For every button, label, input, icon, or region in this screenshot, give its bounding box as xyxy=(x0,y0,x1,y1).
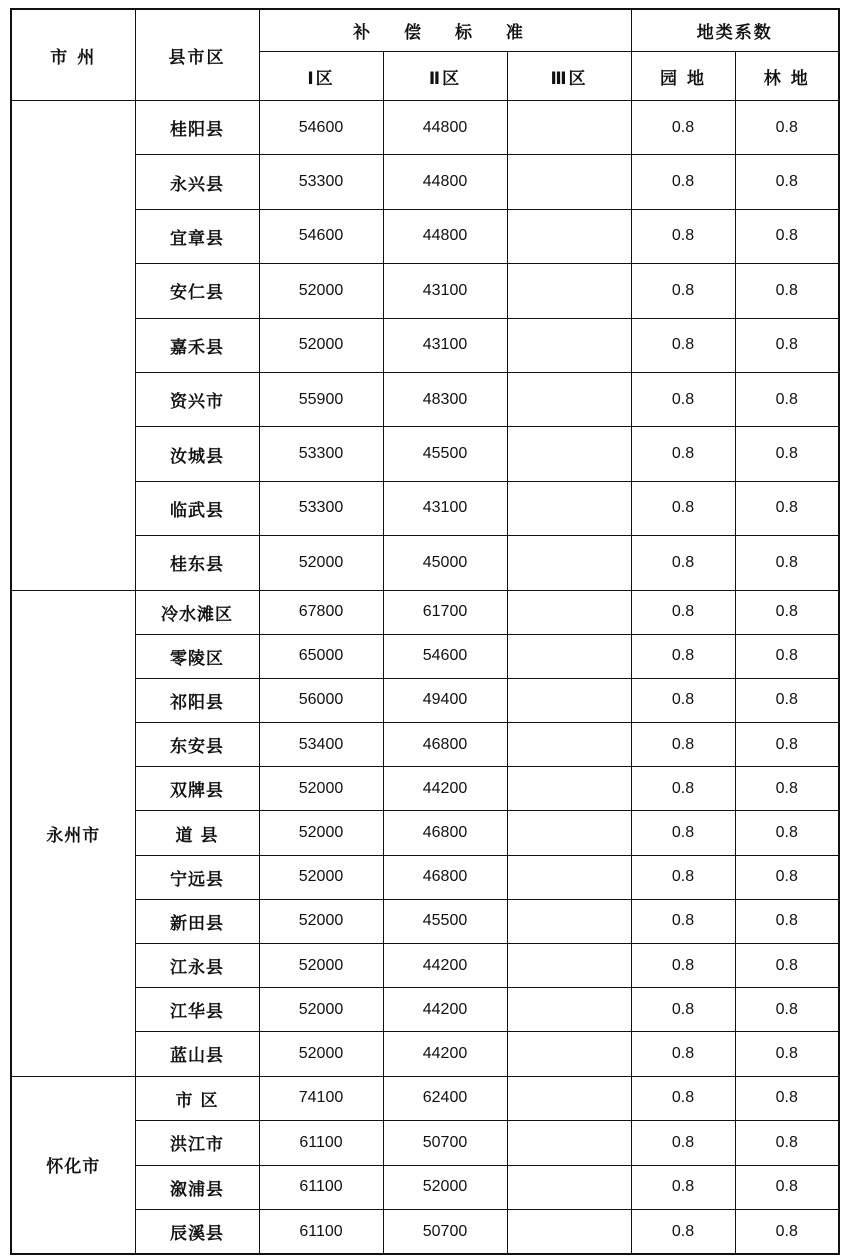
county-cell: 蓝山县 xyxy=(135,1032,259,1076)
zone3-value xyxy=(507,944,631,988)
zone1-value: 61100 xyxy=(259,1165,383,1210)
table-row xyxy=(11,855,839,899)
zone2-value: 45500 xyxy=(383,427,507,481)
table-row xyxy=(11,209,839,263)
zone3-value xyxy=(507,318,631,372)
county-cell: 冷水滩区 xyxy=(135,590,259,634)
county-cell: 宁远县 xyxy=(135,855,259,899)
zone1-value: 54600 xyxy=(259,209,383,263)
header-city: 市 州 xyxy=(11,9,135,101)
zone2-value: 54600 xyxy=(383,634,507,678)
table-row xyxy=(11,155,839,209)
zone3-value xyxy=(507,899,631,943)
table-body xyxy=(11,101,839,1255)
forest-coefficient: 0.8 xyxy=(735,536,839,590)
zone2-value: 49400 xyxy=(383,678,507,722)
zone3-value xyxy=(507,1165,631,1210)
compensation-table xyxy=(10,8,840,1255)
table-row xyxy=(11,899,839,943)
zone1-value: 55900 xyxy=(259,372,383,426)
forest-coefficient: 0.8 xyxy=(735,1032,839,1076)
county-cell: 祁阳县 xyxy=(135,678,259,722)
table-row xyxy=(11,678,839,722)
county-cell: 永兴县 xyxy=(135,155,259,209)
table-row xyxy=(11,1121,839,1166)
forest-coefficient: 0.8 xyxy=(735,811,839,855)
garden-coefficient: 0.8 xyxy=(631,155,735,209)
county-cell: 市 区 xyxy=(135,1076,259,1121)
table-header xyxy=(11,9,839,101)
zone1-value: 54600 xyxy=(259,101,383,155)
table-row xyxy=(11,481,839,535)
table-row xyxy=(11,1210,839,1255)
zone3-value xyxy=(507,811,631,855)
county-cell: 汝城县 xyxy=(135,427,259,481)
garden-coefficient: 0.8 xyxy=(631,767,735,811)
zone3-value xyxy=(507,155,631,209)
zone3-value xyxy=(507,855,631,899)
county-cell: 零陵区 xyxy=(135,634,259,678)
table-row xyxy=(11,536,839,590)
forest-coefficient: 0.8 xyxy=(735,1165,839,1210)
county-cell: 桂阳县 xyxy=(135,101,259,155)
table-row xyxy=(11,811,839,855)
zone1-value: 56000 xyxy=(259,678,383,722)
header-land-coefficient: 地类系数 xyxy=(631,9,839,52)
county-cell: 辰溪县 xyxy=(135,1210,259,1255)
zone3-value xyxy=(507,1210,631,1255)
header-county: 县市区 xyxy=(135,9,259,101)
forest-coefficient: 0.8 xyxy=(735,944,839,988)
zone1-value: 53300 xyxy=(259,427,383,481)
zone2-value: 46800 xyxy=(383,811,507,855)
city-cell xyxy=(11,101,135,591)
county-cell: 临武县 xyxy=(135,481,259,535)
zone1-value: 52000 xyxy=(259,264,383,318)
table-row xyxy=(11,767,839,811)
garden-coefficient: 0.8 xyxy=(631,811,735,855)
county-cell: 东安县 xyxy=(135,723,259,767)
county-cell: 新田县 xyxy=(135,899,259,943)
zone3-value xyxy=(507,481,631,535)
garden-coefficient: 0.8 xyxy=(631,1210,735,1255)
zone2-value: 44200 xyxy=(383,1032,507,1076)
zone1-value: 53400 xyxy=(259,723,383,767)
garden-coefficient: 0.8 xyxy=(631,944,735,988)
forest-coefficient: 0.8 xyxy=(735,209,839,263)
zone3-value xyxy=(507,101,631,155)
zone2-value: 52000 xyxy=(383,1165,507,1210)
zone3-value xyxy=(507,209,631,263)
garden-coefficient: 0.8 xyxy=(631,101,735,155)
zone1-value: 74100 xyxy=(259,1076,383,1121)
forest-coefficient: 0.8 xyxy=(735,318,839,372)
zone2-value: 46800 xyxy=(383,855,507,899)
zone1-value: 52000 xyxy=(259,1032,383,1076)
zone1-value: 61100 xyxy=(259,1210,383,1255)
zone1-value: 52000 xyxy=(259,767,383,811)
county-cell: 资兴市 xyxy=(135,372,259,426)
city-cell: 怀化市 xyxy=(11,1076,135,1254)
zone2-value: 62400 xyxy=(383,1076,507,1121)
garden-coefficient: 0.8 xyxy=(631,264,735,318)
forest-coefficient: 0.8 xyxy=(735,1210,839,1255)
table-row xyxy=(11,427,839,481)
table-row xyxy=(11,1165,839,1210)
garden-coefficient: 0.8 xyxy=(631,209,735,263)
zone1-value: 61100 xyxy=(259,1121,383,1166)
zone2-value: 50700 xyxy=(383,1210,507,1255)
forest-coefficient: 0.8 xyxy=(735,101,839,155)
forest-coefficient: 0.8 xyxy=(735,678,839,722)
zone2-value: 44800 xyxy=(383,209,507,263)
garden-coefficient: 0.8 xyxy=(631,590,735,634)
header-compensation-standard: 补 偿 标 准 xyxy=(259,9,631,52)
forest-coefficient: 0.8 xyxy=(735,155,839,209)
county-cell: 安仁县 xyxy=(135,264,259,318)
table-row xyxy=(11,634,839,678)
table-row xyxy=(11,264,839,318)
table-row xyxy=(11,318,839,372)
zone1-value: 52000 xyxy=(259,318,383,372)
zone3-value xyxy=(507,427,631,481)
zone3-value xyxy=(507,988,631,1032)
garden-coefficient: 0.8 xyxy=(631,318,735,372)
garden-coefficient: 0.8 xyxy=(631,899,735,943)
header-zone-2: Ⅱ区 xyxy=(383,52,507,101)
table-row xyxy=(11,1076,839,1121)
zone1-value: 53300 xyxy=(259,155,383,209)
garden-coefficient: 0.8 xyxy=(631,427,735,481)
header-forest: 林 地 xyxy=(735,52,839,101)
zone1-value: 52000 xyxy=(259,811,383,855)
forest-coefficient: 0.8 xyxy=(735,634,839,678)
garden-coefficient: 0.8 xyxy=(631,723,735,767)
table-row xyxy=(11,723,839,767)
zone2-value: 44200 xyxy=(383,767,507,811)
county-cell: 宜章县 xyxy=(135,209,259,263)
zone2-value: 44200 xyxy=(383,988,507,1032)
zone3-value xyxy=(507,767,631,811)
garden-coefficient: 0.8 xyxy=(631,678,735,722)
header-garden: 园 地 xyxy=(631,52,735,101)
zone3-value xyxy=(507,678,631,722)
garden-coefficient: 0.8 xyxy=(631,481,735,535)
zone2-value: 45000 xyxy=(383,536,507,590)
city-cell: 永州市 xyxy=(11,590,135,1076)
garden-coefficient: 0.8 xyxy=(631,1121,735,1166)
forest-coefficient: 0.8 xyxy=(735,855,839,899)
forest-coefficient: 0.8 xyxy=(735,1121,839,1166)
header-zone-1: Ⅰ区 xyxy=(259,52,383,101)
zone2-value: 44200 xyxy=(383,944,507,988)
garden-coefficient: 0.8 xyxy=(631,855,735,899)
zone2-value: 61700 xyxy=(383,590,507,634)
forest-coefficient: 0.8 xyxy=(735,1076,839,1121)
zone3-value xyxy=(507,590,631,634)
garden-coefficient: 0.8 xyxy=(631,988,735,1032)
zone1-value: 52000 xyxy=(259,988,383,1032)
zone2-value: 46800 xyxy=(383,723,507,767)
county-cell: 双牌县 xyxy=(135,767,259,811)
header-zone-3: Ⅲ区 xyxy=(507,52,631,101)
zone2-value: 48300 xyxy=(383,372,507,426)
county-cell: 溆浦县 xyxy=(135,1165,259,1210)
zone2-value: 43100 xyxy=(383,318,507,372)
forest-coefficient: 0.8 xyxy=(735,264,839,318)
zone1-value: 52000 xyxy=(259,536,383,590)
zone2-value: 45500 xyxy=(383,899,507,943)
compensation-table-wrapper xyxy=(10,8,840,1255)
forest-coefficient: 0.8 xyxy=(735,372,839,426)
garden-coefficient: 0.8 xyxy=(631,634,735,678)
zone1-value: 53300 xyxy=(259,481,383,535)
forest-coefficient: 0.8 xyxy=(735,899,839,943)
zone3-value xyxy=(507,372,631,426)
zone1-value: 52000 xyxy=(259,899,383,943)
zone2-value: 43100 xyxy=(383,481,507,535)
forest-coefficient: 0.8 xyxy=(735,427,839,481)
zone1-value: 52000 xyxy=(259,944,383,988)
table-row xyxy=(11,988,839,1032)
county-cell: 江永县 xyxy=(135,944,259,988)
county-cell: 桂东县 xyxy=(135,536,259,590)
garden-coefficient: 0.8 xyxy=(631,372,735,426)
forest-coefficient: 0.8 xyxy=(735,481,839,535)
zone2-value: 44800 xyxy=(383,101,507,155)
zone2-value: 50700 xyxy=(383,1121,507,1166)
zone3-value xyxy=(507,1121,631,1166)
zone1-value: 65000 xyxy=(259,634,383,678)
table-row xyxy=(11,372,839,426)
forest-coefficient: 0.8 xyxy=(735,723,839,767)
garden-coefficient: 0.8 xyxy=(631,536,735,590)
forest-coefficient: 0.8 xyxy=(735,767,839,811)
zone2-value: 44800 xyxy=(383,155,507,209)
county-cell: 江华县 xyxy=(135,988,259,1032)
garden-coefficient: 0.8 xyxy=(631,1165,735,1210)
zone3-value xyxy=(507,536,631,590)
forest-coefficient: 0.8 xyxy=(735,590,839,634)
table-row xyxy=(11,590,839,634)
zone1-value: 52000 xyxy=(259,855,383,899)
county-cell: 洪江市 xyxy=(135,1121,259,1166)
zone3-value xyxy=(507,1076,631,1121)
garden-coefficient: 0.8 xyxy=(631,1032,735,1076)
zone3-value xyxy=(507,634,631,678)
table-row xyxy=(11,944,839,988)
zone1-value: 67800 xyxy=(259,590,383,634)
forest-coefficient: 0.8 xyxy=(735,988,839,1032)
county-cell: 嘉禾县 xyxy=(135,318,259,372)
table-row xyxy=(11,1032,839,1076)
zone2-value: 43100 xyxy=(383,264,507,318)
garden-coefficient: 0.8 xyxy=(631,1076,735,1121)
table-row xyxy=(11,101,839,155)
county-cell: 道 县 xyxy=(135,811,259,855)
zone3-value xyxy=(507,723,631,767)
zone3-value xyxy=(507,264,631,318)
zone3-value xyxy=(507,1032,631,1076)
